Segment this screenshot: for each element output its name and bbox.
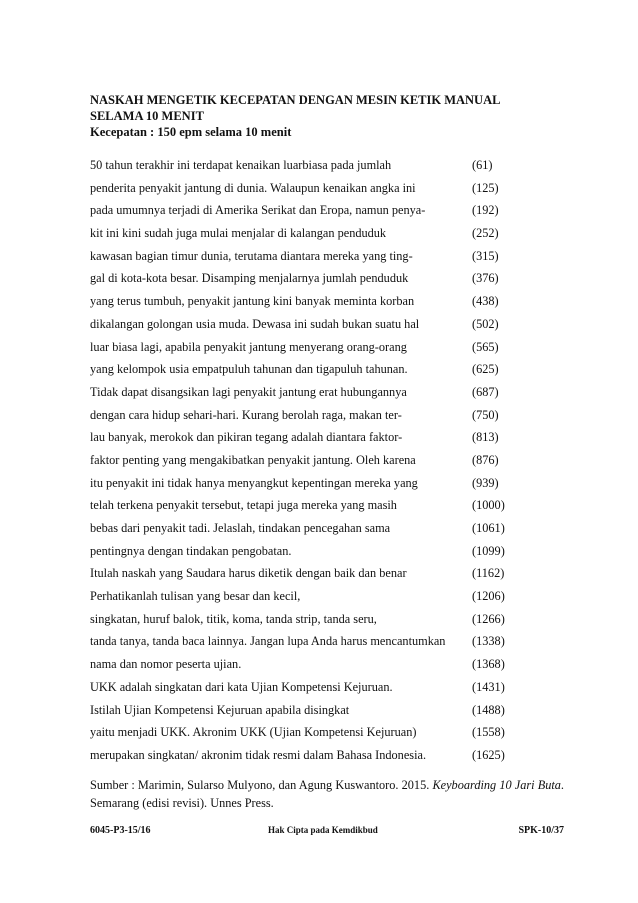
text-line — [90, 293, 530, 316]
heading-duration: SELAMA 10 MENIT — [90, 109, 204, 123]
line-cumulative-count: (252) — [472, 226, 499, 241]
line-cumulative-count: (376) — [472, 271, 499, 286]
line-text: merupakan singkatan/ akronim tidak resmi dalam Bahasa Indonesia. — [90, 747, 427, 762]
text-line — [90, 316, 530, 339]
line-cumulative-count: (125) — [472, 180, 499, 195]
line-text: singkatan, huruf balok, titik, koma, tanda strip, tanda seru, — [90, 611, 377, 626]
text-line — [90, 679, 530, 702]
heading-speed: Kecepatan : 150 epm selama 10 menit — [90, 125, 292, 139]
line-cumulative-count: (1368) — [472, 657, 505, 672]
line-cumulative-count: (687) — [472, 384, 499, 399]
text-line — [90, 611, 530, 634]
text-line — [90, 543, 530, 566]
text-line — [90, 747, 530, 770]
source-prefix: Sumber : Marimin, Sularso Mulyono, dan Agung Kuswantoro. 2015. — [90, 778, 433, 792]
line-cumulative-count: (625) — [472, 362, 499, 377]
text-line — [90, 633, 530, 656]
line-text: kawasan bagian timur dunia, terutama diantara mereka yang ting- — [90, 248, 413, 263]
line-text: UKK adalah singkatan dari kata Ujian Kompetensi Kejuruan. — [90, 679, 393, 694]
line-cumulative-count: (565) — [472, 339, 499, 354]
line-text: lau banyak, merokok dan pikiran tegang adalah diantara faktor- — [90, 430, 403, 445]
line-text: Itulah naskah yang Saudara harus diketik dengan baik dan benar — [90, 566, 407, 581]
line-text: nama dan nomor peserta ujian. — [90, 657, 242, 672]
source-book-title: Keyboarding 10 Jari Buta — [432, 778, 561, 792]
text-line — [90, 475, 530, 498]
text-line — [90, 225, 530, 248]
line-text: kit ini kini sudah juga mulai menjalar di kalangan penduduk — [90, 226, 387, 241]
line-cumulative-count: (438) — [472, 294, 499, 309]
line-text: itu penyakit ini tidak hanya menyangkut kepentingan mereka yang — [90, 475, 418, 490]
line-text: Istilah Ujian Kompetensi Kejuruan apabila disingkat — [90, 702, 350, 717]
line-text: bebas dari penyakit tadi. Jelaslah, tindakan pencegahan sama — [90, 521, 391, 535]
line-cumulative-count: (1000) — [472, 498, 505, 513]
line-cumulative-count: (192) — [472, 203, 499, 218]
text-line — [90, 407, 530, 430]
line-cumulative-count: (1266) — [472, 611, 505, 626]
text-line — [90, 656, 530, 679]
text-line — [90, 702, 530, 725]
line-cumulative-count: (1625) — [472, 747, 505, 762]
line-text: Perhatikanlah tulisan yang besar dan kecil, — [90, 589, 301, 604]
line-cumulative-count: (61) — [472, 158, 493, 172]
text-line — [90, 361, 530, 384]
text-line — [90, 202, 530, 225]
text-line — [90, 497, 530, 520]
line-text: tanda tanya, tanda baca lainnya. Jangan lupa Anda harus mencantumkan — [90, 634, 446, 649]
line-text: luar biasa lagi, apabila penyakit jantung menyerang orang-orang — [90, 339, 407, 354]
line-text: pentingnya dengan tindakan pengobatan. — [90, 543, 292, 558]
line-cumulative-count: (1488) — [472, 702, 505, 717]
footer-exam-code: 6045-P3-15/16 — [90, 825, 151, 836]
page-footer — [90, 825, 564, 841]
line-text: dengan cara hidup sehari-hari. Kurang berolah raga, makan ter- — [90, 407, 402, 422]
footer-copyright: Hak Cipta pada Kemdikbud — [268, 825, 378, 835]
line-cumulative-count: (750) — [472, 407, 499, 422]
line-cumulative-count: (1099) — [472, 543, 505, 558]
line-cumulative-count: (315) — [472, 248, 499, 263]
line-cumulative-count: (1431) — [472, 679, 505, 694]
text-line — [90, 180, 530, 203]
line-text: penderita penyakit jantung di dunia. Walaupun kenaikan angka ini — [90, 180, 416, 195]
text-line — [90, 588, 530, 611]
line-text: yang terus tumbuh, penyakit jantung kini banyak meminta korban — [90, 294, 415, 309]
line-text: telah terkena penyakit tersebut, tetapi juga mereka yang masih — [90, 498, 397, 513]
line-text: dikalangan golongan usia muda. Dewasa ini sudah bukan suatu hal — [90, 316, 420, 331]
line-text: faktor penting yang mengakibatkan penyakit jantung. Oleh karena — [90, 452, 416, 467]
text-line — [90, 157, 530, 180]
heading-title: NASKAH MENGETIK KECEPATAN DENGAN MESIN KETIK MANUAL — [90, 93, 501, 107]
typing-text-lines — [90, 157, 530, 770]
line-text: pada umumnya terjadi di Amerika Serikat dan Eropa, namun penya- — [90, 203, 426, 218]
line-text: yang kelompok usia empatpuluh tahunan dan tigapuluh tahunan. — [90, 362, 408, 377]
text-line — [90, 429, 530, 452]
line-cumulative-count: (1206) — [472, 589, 505, 604]
line-cumulative-count: (813) — [472, 430, 499, 445]
footer-page-number: SPK-10/37 — [518, 825, 564, 836]
source-suffix: . Semarang (edisi revisi). Unnes Press. — [90, 778, 564, 810]
text-line — [90, 384, 530, 407]
line-cumulative-count: (876) — [472, 452, 499, 467]
source-citation — [90, 776, 564, 812]
line-text: Tidak dapat disangsikan lagi penyakit jantung erat hubungannya — [90, 384, 407, 399]
text-line — [90, 248, 530, 271]
text-line — [90, 565, 530, 588]
line-cumulative-count: (1061) — [472, 521, 505, 535]
line-cumulative-count: (1558) — [472, 725, 505, 740]
line-cumulative-count: (939) — [472, 475, 499, 490]
line-cumulative-count: (502) — [472, 316, 499, 331]
document-heading — [90, 92, 560, 140]
text-line — [90, 270, 530, 293]
line-cumulative-count: (1162) — [472, 566, 505, 581]
line-text: 50 tahun terakhir ini terdapat kenaikan luarbiasa pada jumlah — [90, 158, 392, 172]
line-text: gal di kota-kota besar. Disamping menjalarnya jumlah penduduk — [90, 271, 409, 286]
text-line — [90, 724, 530, 747]
text-line — [90, 339, 530, 362]
text-line — [90, 452, 530, 475]
line-text: yaitu menjadi UKK. Akronim UKK (Ujian Kompetensi Kejuruan) — [90, 725, 417, 740]
text-line — [90, 520, 530, 543]
line-cumulative-count: (1338) — [472, 634, 505, 649]
